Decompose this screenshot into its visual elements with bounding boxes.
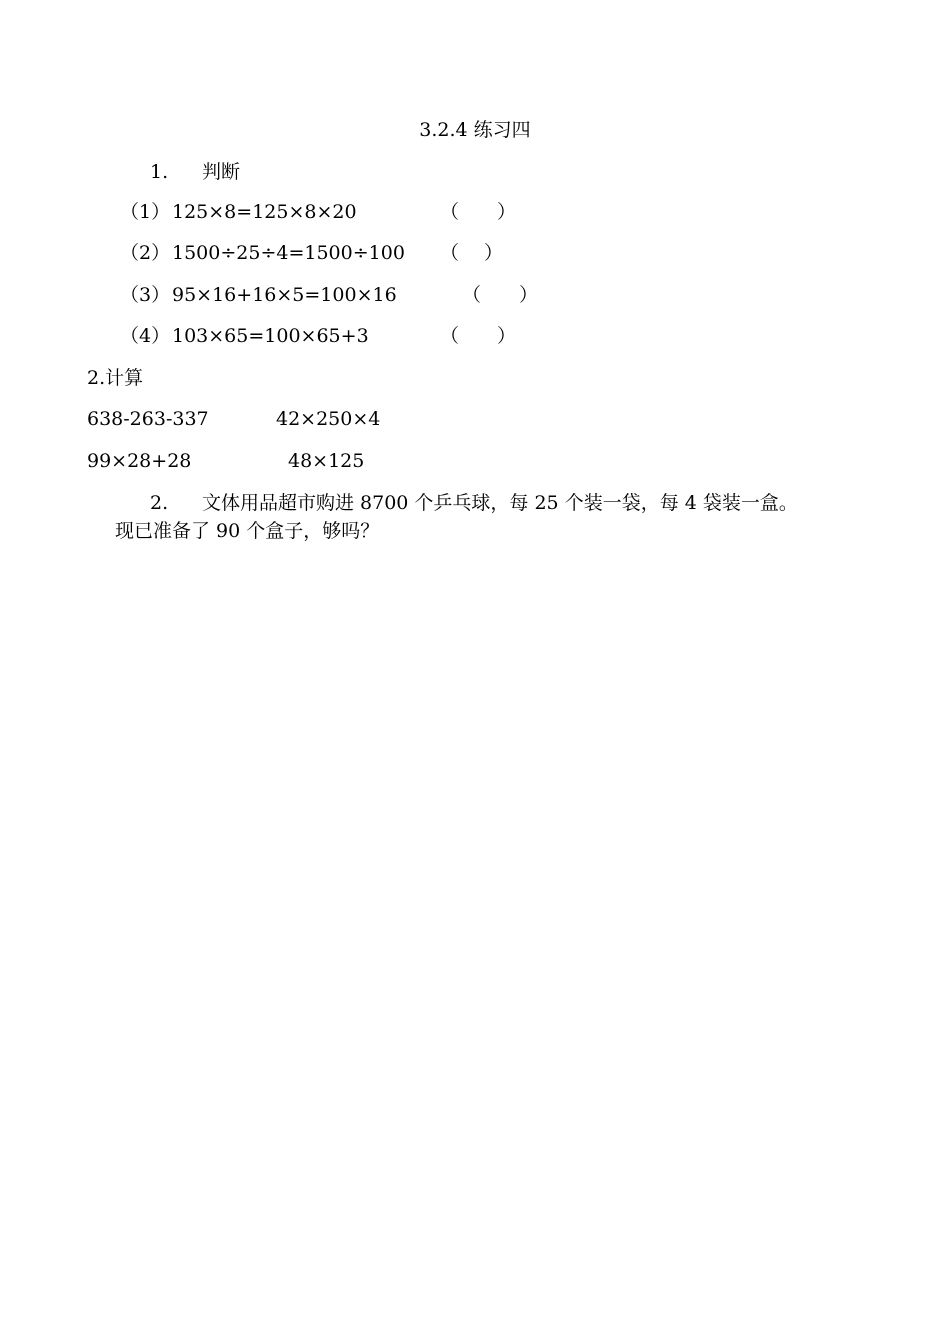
word-problem-line2: 现已准备了 90 个盒子，够吗？ [115,520,380,542]
judgement-answer-blank[interactable]: （ ） [462,284,539,306]
judgement-item-label: （3） [120,284,171,306]
judgement-answer-blank[interactable]: （ ） [440,325,517,347]
judgement-item-label: （2） [120,242,171,264]
word-problem-line1: 文体用品超市购进 8700 个乒乓球，每 25 个装一袋，每 4 袋装一盒。 [202,492,798,514]
judgement-item-expression: 1500÷25÷4=1500÷100 [172,242,405,264]
judgement-answer-blank[interactable]: （ ） [440,242,504,264]
section3-number: 2. [150,492,169,514]
section2-heading: 2.计算 [87,367,144,389]
calculation-expression: 42×250×4 [276,408,381,430]
page-title: 3.2.4 练习四 [419,119,531,141]
judgement-item-label: （4） [120,325,171,347]
calculation-expression: 638-263-337 [87,408,209,430]
calculation-expression: 99×28+28 [87,450,192,472]
judgement-item-expression: 95×16+16×5=100×16 [172,284,397,306]
judgement-item-expression: 125×8=125×8×20 [172,201,357,223]
judgement-item-label: （1） [120,201,171,223]
section1-number: 1. [150,161,169,183]
section1-heading: 判断 [202,161,241,183]
calculation-expression: 48×125 [288,450,365,472]
judgement-answer-blank[interactable]: （ ） [440,201,517,223]
judgement-item-expression: 103×65=100×65+3 [172,325,369,347]
